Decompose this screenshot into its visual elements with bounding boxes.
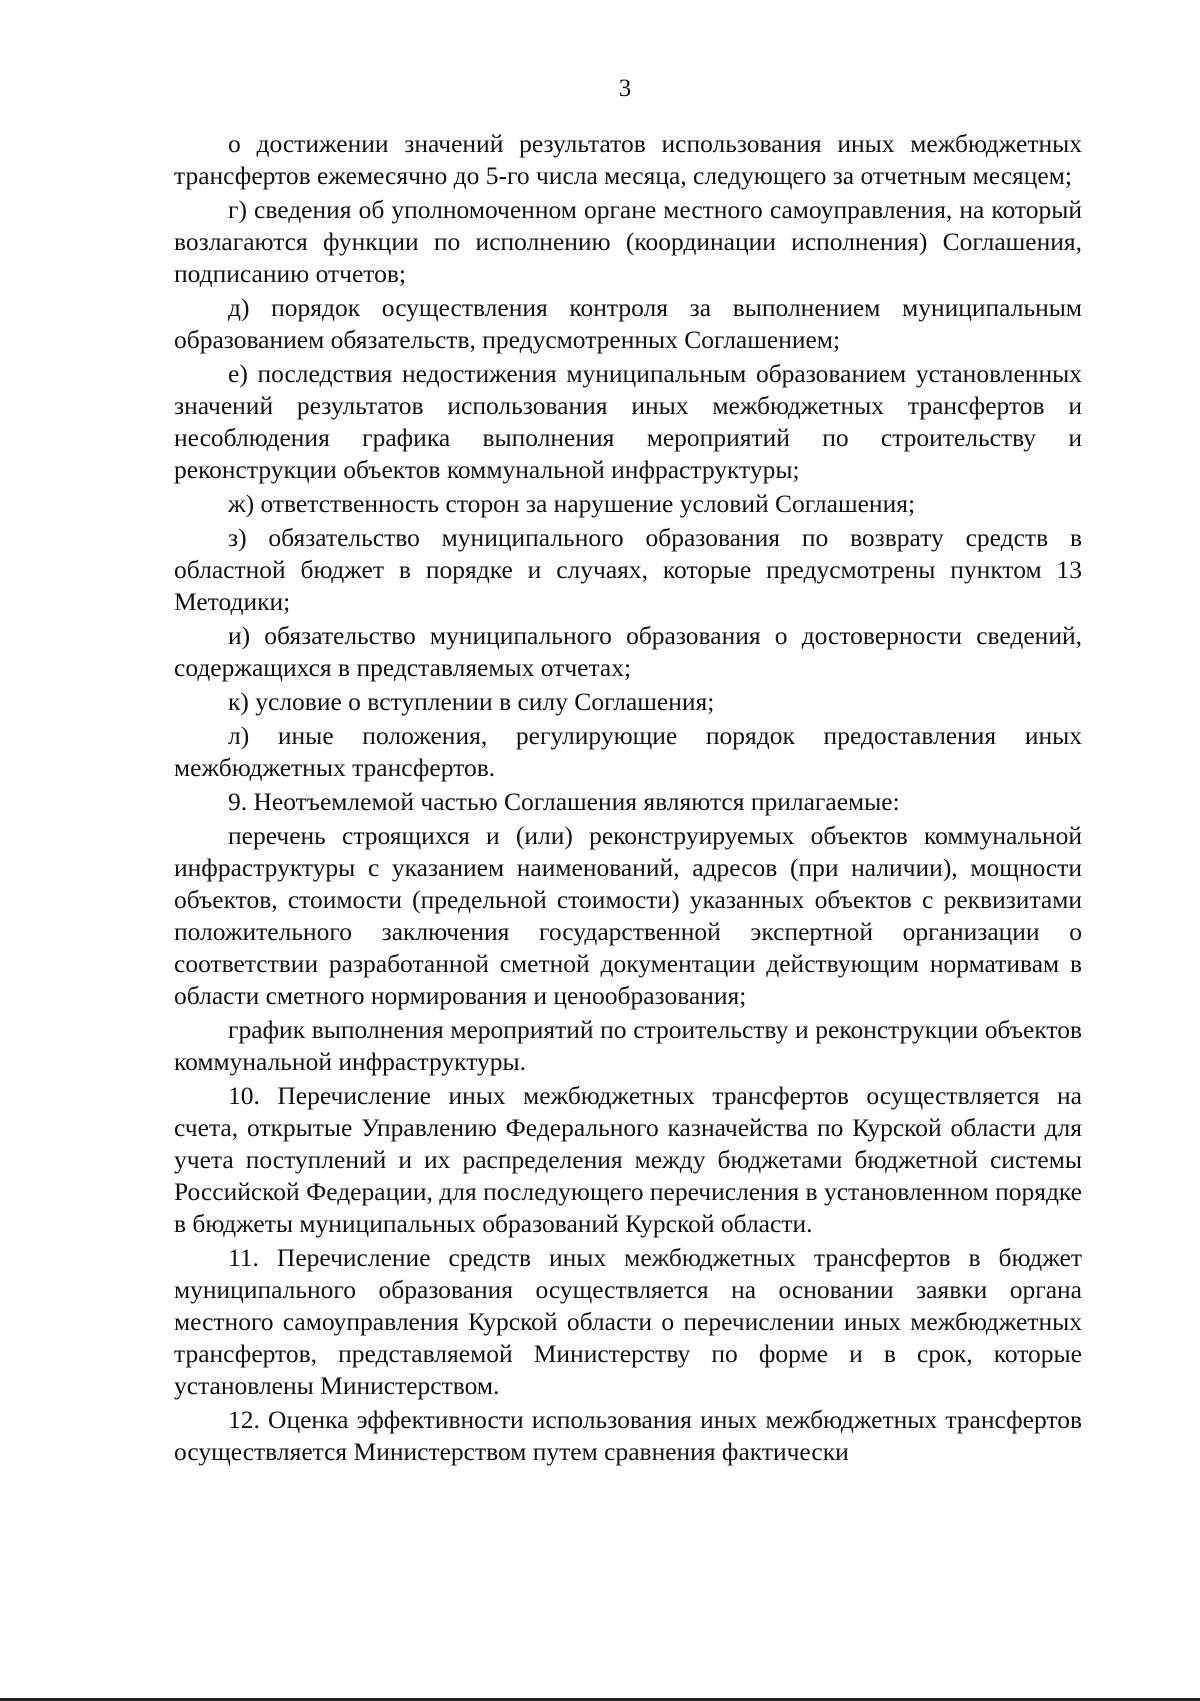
paragraph-d-control-procedure: д) порядок осуществления контроля за выполнением муниципальным образованием обязательств, предусмотренных Соглашением; [174,293,1082,354]
paragraph-10-transfer-accounts: 10. Перечисление иных межбюджетных трансфертов осуществляется на счета, открытые Управлению Федерального казначейства по Курской области для учета поступлений и их распределения между бюджетами бюджетной системы Российской Федерации, для последующего перечисления в установленном порядке в бюджеты муниципальных образований Курской области. [174,1081,1082,1238]
paragraph-12-efficiency-assessment: 12. Оценка эффективности использования иных межбюджетных трансфертов осуществляется Министерством путем сравнения фактически [174,1405,1082,1466]
paragraph-zh-responsibility: ж) ответственность сторон за нарушение условий Соглашения; [228,489,916,518]
document-body [174,128,1082,1470]
paragraph-11-transfer-request: 11. Перечисление средств иных межбюджетных трансфертов в бюджет муниципального образования осуществляется на основании заявки органа местного самоуправления Курской области о перечислении иных межбюджетных трансфертов, представляемой Министерству по форме и в срок, которые установлены Министерством. [174,1243,1082,1400]
paragraph-l-other-provisions: л) иные положения, регулирующие порядок предоставления иных межбюджетных трансфертов. [174,721,1082,782]
paragraph-schedule: график выполнения мероприятий по строительству и реконструкции объектов коммунальной инфраструктуры. [174,1015,1082,1076]
paragraph-g-authorized-body: г) сведения об уполномоченном органе местного самоуправления, на который возлагаются функции по исполнению (координации исполнения) Соглашения, подписанию отчетов; [174,195,1082,288]
page-number: 3 [618,75,632,102]
paragraph-k-entry-into-force: к) условие о вступлении в силу Соглашения; [228,687,715,716]
paragraph-e-consequences: е) последствия недостижения муниципальным образованием установленных значений результатов использования иных межбюджетных трансфертов и несоблюдения графика выполнения мероприятий по строительству и реконструкции объектов коммунальной инфраструктуры; [174,359,1082,484]
paragraph-results-reporting: о достижении значений результатов использования иных межбюджетных трансфертов ежемесячно до 5-го числа месяца, следующего за отчетным месяцем; [174,129,1082,190]
paragraph-objects-list: перечень строящихся и (или) реконструируемых объектов коммунальной инфраструктуры с указанием наименований, адресов (при наличии), мощности объектов, стоимости (предельной стоимости) указанных объектов с реквизитами положительного заключения государственной экспертной организации о соответствии разработанной сметной документации действующим нормативам в области сметного нормирования и ценообразования; [174,821,1082,1010]
paragraph-9-annexes: 9. Неотъемлемой частью Соглашения являются прилагаемые: [228,787,900,816]
paragraph-z-refund-obligation: з) обязательство муниципального образования по возврату средств в областной бюджет в порядке и случаях, которые предусмотрены пунктом 13 Методики; [174,523,1082,616]
paragraph-i-reliability: и) обязательство муниципального образования о достоверности сведений, содержащихся в представляемых отчетах; [174,621,1082,682]
